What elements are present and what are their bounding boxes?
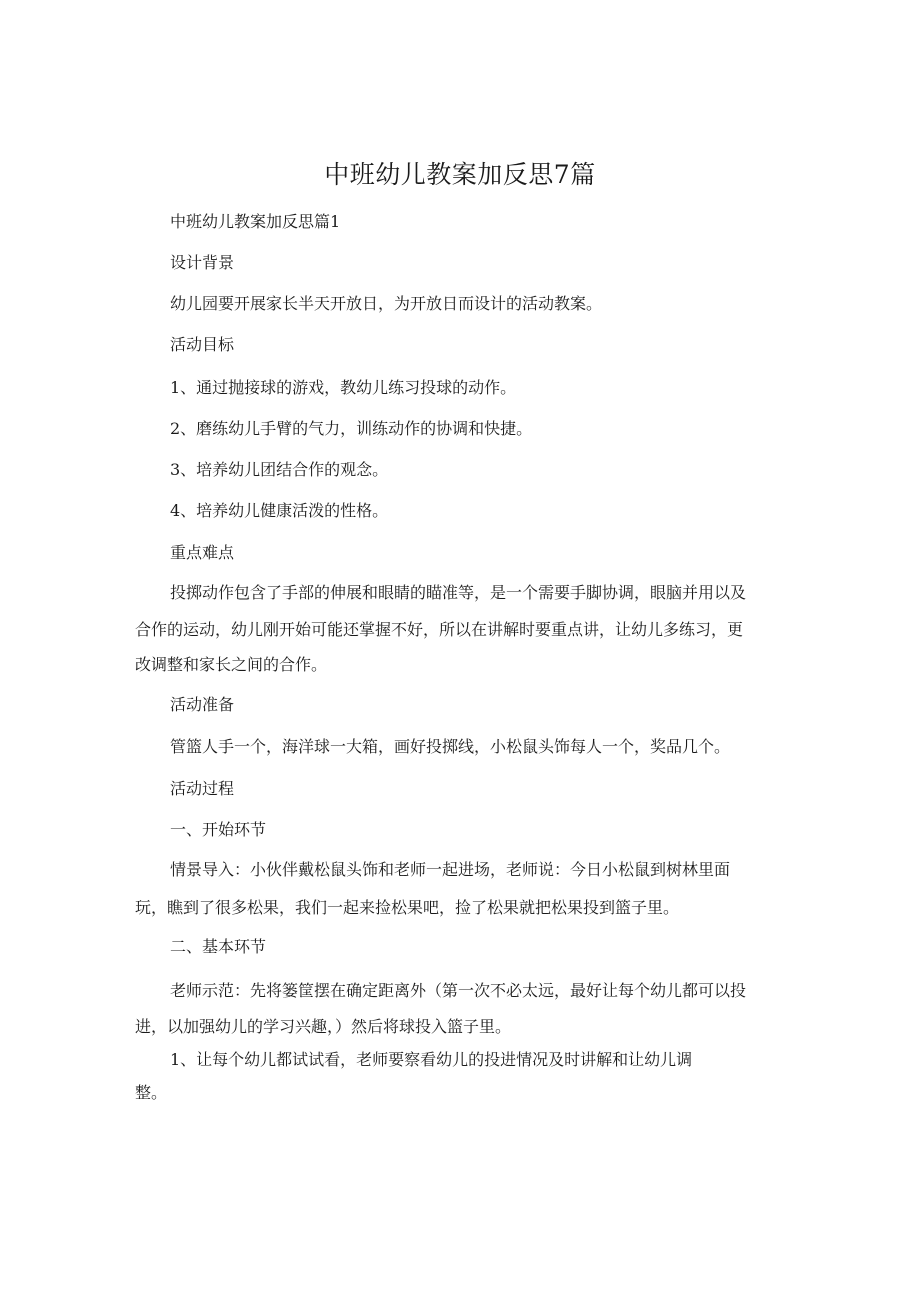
goal-item-1: 1、通过抛接球的游戏，教幼儿练习投球的动作。 (170, 378, 517, 397)
key-points-line-2: 合作的运动，幼儿刚开始可能还掌握不好，所以在讲解时要重点讲，让幼儿多练习，更 (135, 620, 744, 639)
key-points-line-3: 改调整和家长之间的合作。 (135, 655, 328, 674)
step-1-line-1: 1、让每个幼儿都试试看，老师要察看幼儿的投进情况及时讲解和让幼儿调 (170, 1050, 693, 1069)
goal-item-2: 2、磨练幼儿手臂的气力，训练动作的协调和快捷。 (170, 419, 533, 438)
section-2-heading: 二、基本环节 (170, 937, 267, 956)
section-1-line-1: 情景导入：小伙伴戴松鼠头饰和老师一起进场，老师说：今日小松鼠到树林里面 (170, 860, 731, 879)
goal-item-3: 3、培养幼儿团结合作的观念。 (170, 460, 389, 479)
heading-process: 活动过程 (170, 779, 235, 798)
step-1-line-2: 整。 (135, 1083, 168, 1102)
section-2-line-2: 进，以加强幼儿的学习兴趣，）然后将球投入篮子里。 (135, 1017, 512, 1036)
text-background: 幼儿园要开展家长半天开放日，为开放日而设计的活动教案。 (170, 294, 603, 313)
text-preparation: 管篮人手一个，海洋球一大箱，画好投掷线，小松鼠头饰每人一个，奖品几个。 (170, 737, 731, 756)
key-points-line-1: 投掷动作包含了手部的伸展和眼睛的瞄准等，是一个需要手脚协调，眼脑并用以及 (170, 583, 747, 602)
section-1-line-2: 玩，瞧到了很多松果，我们一起来捡松果吧，捡了松果就把松果投到篮子里。 (135, 898, 680, 917)
section-2-line-1: 老师示范：先将篓筐摆在确定距离外（第一次不必太远，最好让每个幼儿都可以投 (170, 981, 747, 1000)
document-title: 中班幼儿教案加反思7篇 (324, 160, 596, 189)
subtitle: 中班幼儿教案加反思篇1 (170, 212, 341, 231)
heading-preparation: 活动准备 (170, 695, 235, 714)
heading-background: 设计背景 (170, 253, 235, 272)
heading-key-points: 重点难点 (170, 543, 235, 562)
goal-item-4: 4、培养幼儿健康活泼的性格。 (170, 501, 389, 520)
section-1-heading: 一、开始环节 (170, 820, 267, 839)
heading-goals: 活动目标 (170, 335, 235, 354)
